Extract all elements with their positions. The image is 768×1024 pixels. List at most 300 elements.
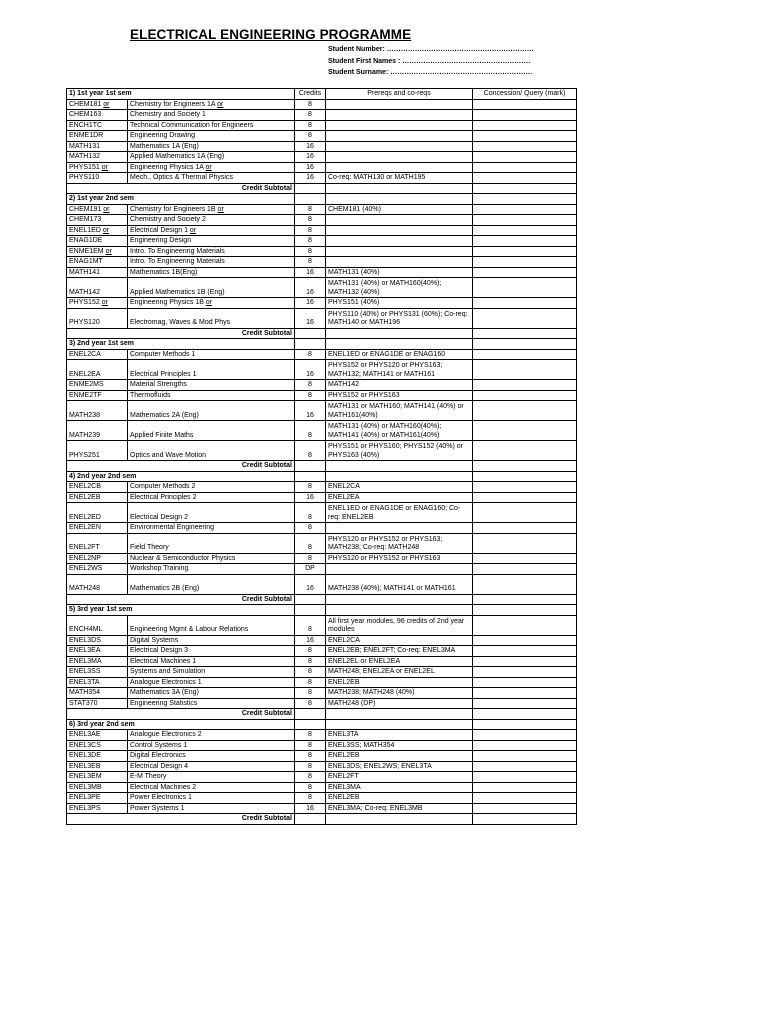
prereq-cell	[326, 183, 473, 194]
module-prereqs: ENEL1ED or ENAG1DE or ENAG160	[326, 349, 473, 360]
concession-cell[interactable]	[473, 215, 577, 226]
module-row	[67, 740, 577, 751]
module-name-cell	[128, 298, 295, 309]
module-code: ENEL3MB	[69, 783, 102, 791]
concession-cell[interactable]	[473, 772, 577, 783]
module-name-cell	[128, 574, 295, 594]
module-row	[67, 390, 577, 401]
module-credits: 8	[295, 482, 326, 493]
module-name-cell	[128, 204, 295, 215]
credit-subtotal-value[interactable]	[295, 594, 326, 605]
module-credits: 8	[295, 110, 326, 121]
concession-cell[interactable]	[473, 204, 577, 215]
module-code-cell	[67, 215, 128, 226]
module-credits: 8	[295, 533, 326, 553]
module-row	[67, 131, 577, 142]
module-name-cell	[128, 782, 295, 793]
module-name: Electrical Principles 2	[130, 493, 197, 501]
concession-cell[interactable]	[473, 677, 577, 688]
module-name: Electrical Design 3	[130, 647, 188, 654]
credit-subtotal-value[interactable]	[295, 328, 326, 339]
module-code: CHEM173	[69, 216, 102, 223]
module-row	[67, 278, 577, 298]
module-code: ENEL2CA	[69, 350, 101, 358]
credit-subtotal-label: Credit Subtotal	[67, 328, 295, 339]
module-row	[67, 152, 577, 163]
module-prereqs	[326, 523, 473, 534]
module-row	[67, 120, 577, 131]
concession-cell[interactable]	[473, 492, 577, 503]
concession-cell[interactable]	[473, 482, 577, 493]
module-credits: 8	[295, 257, 326, 268]
module-code-cell	[67, 236, 128, 247]
module-code-cell	[67, 761, 128, 772]
module-prereqs	[326, 110, 473, 121]
module-row	[67, 173, 577, 184]
module-name-cell	[128, 730, 295, 741]
module-name-cell	[128, 656, 295, 667]
module-code: ENEL1ED	[69, 226, 101, 234]
concession-cell[interactable]	[473, 225, 577, 236]
module-code-cell	[67, 553, 128, 564]
module-credits: 8	[295, 131, 326, 142]
concession-cell[interactable]	[473, 782, 577, 793]
prereq-cell	[326, 194, 473, 205]
prereq-cell	[326, 461, 473, 472]
concession-cell[interactable]	[473, 688, 577, 699]
module-name-cell	[128, 401, 295, 421]
prereq-cell	[326, 814, 473, 825]
concession-cell[interactable]	[473, 646, 577, 657]
concession-cell[interactable]	[473, 605, 577, 616]
programme-table	[66, 88, 577, 825]
module-row	[67, 257, 577, 268]
module-name-cell	[128, 215, 295, 226]
module-credits: 8	[295, 441, 326, 461]
module-credits: 16	[295, 401, 326, 421]
module-row	[67, 803, 577, 814]
module-name-cell	[128, 761, 295, 772]
module-name: Field Theory	[130, 544, 169, 551]
module-credits: 8	[295, 120, 326, 131]
concession-cell[interactable]	[473, 635, 577, 646]
module-credits: 8	[295, 656, 326, 667]
concession-cell[interactable]	[473, 421, 577, 441]
concession-header: Concession/ Query (mark)	[473, 89, 577, 100]
module-name-cell	[128, 688, 295, 699]
concession-cell[interactable]	[473, 761, 577, 772]
module-code-cell	[67, 120, 128, 131]
concession-cell[interactable]	[473, 441, 577, 461]
module-prereqs: ENEL1ED or ENAG1DE or ENAG160; Co-req: ENEL2EB	[326, 503, 473, 523]
module-row	[67, 360, 577, 380]
module-name-cell	[128, 503, 295, 523]
prereqs-header: Prereqs and co-reqs	[326, 89, 473, 100]
concession-cell[interactable]	[473, 141, 577, 152]
credits-cell	[295, 194, 326, 205]
concession-cell[interactable]	[473, 349, 577, 360]
module-code: PHYS251	[69, 451, 100, 459]
module-credits: 16	[295, 635, 326, 646]
subtotal-row	[67, 328, 577, 339]
module-name: Chemistry for Engineers 1A	[130, 100, 216, 108]
concession-cell[interactable]	[473, 574, 577, 594]
module-credits: 8	[295, 677, 326, 688]
module-name: Electrical Design 1	[130, 226, 188, 234]
module-code: ENEL3PS	[69, 804, 101, 812]
credit-subtotal-value[interactable]	[295, 709, 326, 720]
module-name-cell	[128, 740, 295, 751]
module-credits: 16	[295, 267, 326, 278]
concession-cell[interactable]	[473, 110, 577, 121]
module-row	[67, 162, 577, 173]
module-row	[67, 698, 577, 709]
module-name: Digital Electronics	[130, 752, 186, 759]
concession-cell[interactable]	[473, 131, 577, 142]
module-code-cell	[67, 246, 128, 257]
module-row	[67, 751, 577, 762]
section-title: 6) 3rd year 2nd sem	[67, 719, 295, 730]
credit-subtotal-label: Credit Subtotal	[67, 594, 295, 605]
module-code: ENME1DR	[69, 132, 104, 139]
module-prereqs: ENEL3MA; Co-req: ENEL3MB	[326, 803, 473, 814]
module-code: MATH142	[69, 288, 100, 296]
module-name-cell	[128, 793, 295, 804]
concession-cell[interactable]	[473, 814, 577, 825]
module-credits: 8	[295, 390, 326, 401]
module-name: Mathematics 3A (Eng)	[130, 689, 199, 696]
module-code-cell	[67, 635, 128, 646]
module-code-cell	[67, 751, 128, 762]
module-code: MATH248	[69, 585, 100, 592]
module-prereqs: MATH131 (40%) or MATH160(40%); MATH132 (40%)	[326, 278, 473, 298]
concession-cell[interactable]	[473, 99, 577, 110]
module-code-cell	[67, 131, 128, 142]
module-prereqs: ENEL2EB	[326, 793, 473, 804]
module-name: Mathematics 2A (Eng)	[130, 411, 199, 419]
concession-cell[interactable]	[473, 257, 577, 268]
module-credits: 8	[295, 246, 326, 257]
student-surname-label: Student Surname: …………………………………………………….	[328, 69, 533, 76]
module-code: PHYS120	[69, 319, 100, 326]
code-or-label: or	[103, 205, 110, 213]
module-credits: 8	[295, 553, 326, 564]
concession-cell[interactable]	[473, 564, 577, 575]
module-name: Engineering Physics 1A	[130, 163, 204, 171]
credits-cell	[295, 339, 326, 350]
concession-cell[interactable]	[473, 152, 577, 163]
module-credits: 16	[295, 152, 326, 163]
module-name-cell	[128, 141, 295, 152]
module-name: Electrical Principles 1	[130, 370, 197, 378]
module-code: ENAG1DE	[69, 237, 103, 244]
module-row	[67, 225, 577, 236]
module-code-cell	[67, 349, 128, 360]
module-code-cell	[67, 698, 128, 709]
module-name: Intro. To Engineering Materials	[130, 247, 225, 255]
module-name: Mathematics 1B(Eng)	[130, 268, 198, 276]
module-code-cell	[67, 688, 128, 699]
credit-subtotal-label: Credit Subtotal	[67, 461, 295, 472]
module-code-cell	[67, 110, 128, 121]
concession-cell[interactable]	[473, 194, 577, 205]
concession-cell[interactable]	[473, 380, 577, 391]
module-credits: 8	[295, 793, 326, 804]
concession-cell[interactable]	[473, 236, 577, 247]
module-name-cell	[128, 360, 295, 380]
module-name: Engineering Design	[130, 237, 192, 244]
section-header-row	[67, 605, 577, 616]
module-prereqs: PHYS152 or PHYS163	[326, 390, 473, 401]
module-name: Engineering Statistics	[130, 699, 198, 707]
concession-cell[interactable]	[473, 533, 577, 553]
module-name: Applied Finite Maths	[130, 431, 194, 439]
module-prereqs: Co-req: MATH130 or MATH195	[326, 173, 473, 184]
concession-cell[interactable]	[473, 471, 577, 482]
module-name-cell	[128, 390, 295, 401]
module-row	[67, 646, 577, 657]
module-prereqs: PHYS151 (40%)	[326, 298, 473, 309]
module-code-cell	[67, 267, 128, 278]
section-title: 2) 1st year 2nd sem	[67, 194, 295, 205]
concession-cell[interactable]	[473, 667, 577, 678]
name-or-label: or	[217, 100, 224, 108]
module-row	[67, 553, 577, 564]
concession-cell[interactable]	[473, 308, 577, 328]
module-prereqs: ENEL2EA	[326, 492, 473, 503]
credit-subtotal-value[interactable]	[295, 183, 326, 194]
module-credits: 16	[295, 298, 326, 309]
module-row	[67, 677, 577, 688]
module-prereqs	[326, 564, 473, 575]
subtotal-row	[67, 183, 577, 194]
concession-cell[interactable]	[473, 615, 577, 635]
module-row	[67, 267, 577, 278]
module-row	[67, 730, 577, 741]
module-code: MATH131	[69, 142, 100, 150]
module-name-cell	[128, 173, 295, 184]
student-number-label: Student Number: ………………………………………………………	[328, 46, 534, 53]
module-code: ENEL3AE	[69, 731, 101, 738]
concession-cell[interactable]	[473, 656, 577, 667]
concession-cell[interactable]	[473, 267, 577, 278]
concession-cell[interactable]	[473, 278, 577, 298]
module-name: Engineering Drawing	[130, 132, 195, 139]
module-code: ENEL3EM	[69, 773, 102, 780]
concession-cell[interactable]	[473, 523, 577, 534]
module-prereqs: ENEL2EB	[326, 677, 473, 688]
concession-cell[interactable]	[473, 339, 577, 350]
concession-cell[interactable]	[473, 698, 577, 709]
module-credits: 8	[295, 523, 326, 534]
module-row	[67, 523, 577, 534]
concession-cell[interactable]	[473, 173, 577, 184]
module-prereqs	[326, 215, 473, 226]
concession-cell[interactable]	[473, 401, 577, 421]
module-prereqs: MATH131 (40%) or MATH160(40%); MATH141 (40%) or MATH161(40%)	[326, 421, 473, 441]
module-row	[67, 421, 577, 441]
module-code: ENEL3SS	[69, 668, 101, 675]
code-or-label: or	[102, 226, 110, 234]
module-name: Intro. To Engineering Materials	[130, 258, 225, 265]
subtotal-row	[67, 461, 577, 472]
module-code: MATH354	[69, 689, 100, 696]
prereq-cell	[326, 328, 473, 339]
module-name: Mech., Optics & Thermal Physics	[130, 174, 233, 181]
module-name: Chemistry and Society 2	[130, 216, 206, 223]
concession-cell[interactable]	[473, 328, 577, 339]
subtotal-row	[67, 814, 577, 825]
module-name: Electromag, Waves & Mod Phys	[130, 319, 231, 326]
module-name: Power Electronics 1	[130, 794, 192, 801]
module-row	[67, 141, 577, 152]
module-name: E-M Theory	[130, 773, 167, 780]
concession-cell[interactable]	[473, 461, 577, 472]
section-header-row	[67, 339, 577, 350]
module-prereqs: MATH248 (DP)	[326, 698, 473, 709]
concession-cell[interactable]	[473, 120, 577, 131]
module-name-cell	[128, 751, 295, 762]
module-name: Thermofluids	[130, 391, 171, 399]
module-code: MATH141	[69, 268, 100, 276]
module-code: ENEL3CS	[69, 741, 101, 749]
module-name: Power Systems 1	[130, 804, 185, 812]
module-row	[67, 401, 577, 421]
student-first-names-label: Student First Names : ……………………………………………….	[328, 58, 531, 65]
module-credits: 16	[295, 162, 326, 173]
module-row	[67, 688, 577, 699]
module-row	[67, 308, 577, 328]
module-name-cell	[128, 308, 295, 328]
module-code-cell	[67, 257, 128, 268]
concession-cell[interactable]	[473, 751, 577, 762]
module-row	[67, 564, 577, 575]
module-code-cell	[67, 803, 128, 814]
module-code: ENEL3EA	[69, 647, 101, 654]
module-row	[67, 110, 577, 121]
code-or-label: or	[105, 247, 112, 255]
concession-cell[interactable]	[473, 719, 577, 730]
module-code-cell	[67, 646, 128, 657]
module-name-cell	[128, 131, 295, 142]
module-credits: 8	[295, 421, 326, 441]
module-credits: 8	[295, 772, 326, 783]
module-code: CHEM163	[69, 111, 102, 118]
credit-subtotal-value[interactable]	[295, 814, 326, 825]
module-code-cell	[67, 441, 128, 461]
module-credits: 8	[295, 698, 326, 709]
module-prereqs: ENEL3TA	[326, 730, 473, 741]
subtotal-row	[67, 594, 577, 605]
module-row	[67, 215, 577, 226]
concession-cell[interactable]	[473, 298, 577, 309]
module-credits: 8	[295, 646, 326, 657]
module-row	[67, 298, 577, 309]
module-credits: 16	[295, 141, 326, 152]
credit-subtotal-value[interactable]	[295, 461, 326, 472]
module-code: ENEL2ED	[69, 513, 101, 521]
module-row	[67, 772, 577, 783]
module-code: CHEM181	[69, 100, 102, 108]
module-credits: 8	[295, 503, 326, 523]
module-code-cell	[67, 278, 128, 298]
module-code: ENEL3MA	[69, 657, 102, 665]
module-code-cell	[67, 677, 128, 688]
concession-cell[interactable]	[473, 246, 577, 257]
module-name-cell	[128, 441, 295, 461]
module-prereqs: ENEL2FT	[326, 772, 473, 783]
module-name: Systems and Simulation	[130, 668, 206, 675]
concession-cell[interactable]	[473, 183, 577, 194]
module-name-cell	[128, 380, 295, 391]
concession-cell[interactable]	[473, 553, 577, 564]
credits-cell	[295, 471, 326, 482]
module-row	[67, 615, 577, 635]
concession-cell[interactable]	[473, 390, 577, 401]
module-code: ENME2MS	[69, 381, 104, 388]
credits-cell	[295, 719, 326, 730]
module-name: Mathematics 2B (Eng)	[130, 585, 200, 592]
module-name: Electrical Design 2	[130, 513, 188, 521]
module-credits: 8	[295, 751, 326, 762]
concession-cell[interactable]	[473, 730, 577, 741]
module-code-cell	[67, 667, 128, 678]
concession-cell[interactable]	[473, 793, 577, 804]
section-title: 5) 3rd year 1st sem	[67, 605, 295, 616]
concession-cell[interactable]	[473, 740, 577, 751]
module-prereqs: All first year modules, 96 credits of 2nd year modules	[326, 615, 473, 635]
module-row	[67, 656, 577, 667]
concession-cell[interactable]	[473, 709, 577, 720]
concession-cell[interactable]	[473, 803, 577, 814]
module-code-cell	[67, 656, 128, 667]
concession-cell[interactable]	[473, 360, 577, 380]
module-credits: 8	[295, 615, 326, 635]
concession-cell[interactable]	[473, 594, 577, 605]
concession-cell[interactable]	[473, 503, 577, 523]
module-code-cell	[67, 503, 128, 523]
module-prereqs	[326, 141, 473, 152]
module-code-cell	[67, 564, 128, 575]
module-code-cell	[67, 492, 128, 503]
module-name: Electrical Machines 1	[130, 657, 197, 665]
module-row	[67, 99, 577, 110]
module-credits: 16	[295, 173, 326, 184]
module-code-cell	[67, 225, 128, 236]
module-name: Nuclear & Semiconductor Physics	[130, 554, 236, 562]
module-name-cell	[128, 523, 295, 534]
module-row	[67, 635, 577, 646]
prereq-cell	[326, 719, 473, 730]
module-code-cell	[67, 574, 128, 594]
module-prereqs	[326, 120, 473, 131]
module-name-cell	[128, 110, 295, 121]
module-prereqs: MATH142	[326, 380, 473, 391]
module-row	[67, 349, 577, 360]
module-code-cell	[67, 523, 128, 534]
module-prereqs: ENEL2CA	[326, 635, 473, 646]
module-code: ENEL3DS	[69, 636, 101, 644]
module-prereqs: MATH238 (40%); MATH141 or MATH161	[326, 574, 473, 594]
module-prereqs: ENEL3MA	[326, 782, 473, 793]
module-code-cell	[67, 772, 128, 783]
section-title: 4) 2nd year 2nd sem	[67, 471, 295, 482]
concession-cell[interactable]	[473, 162, 577, 173]
module-code-cell	[67, 793, 128, 804]
module-row	[67, 441, 577, 461]
module-row	[67, 503, 577, 523]
module-code: MATH238	[69, 411, 100, 419]
